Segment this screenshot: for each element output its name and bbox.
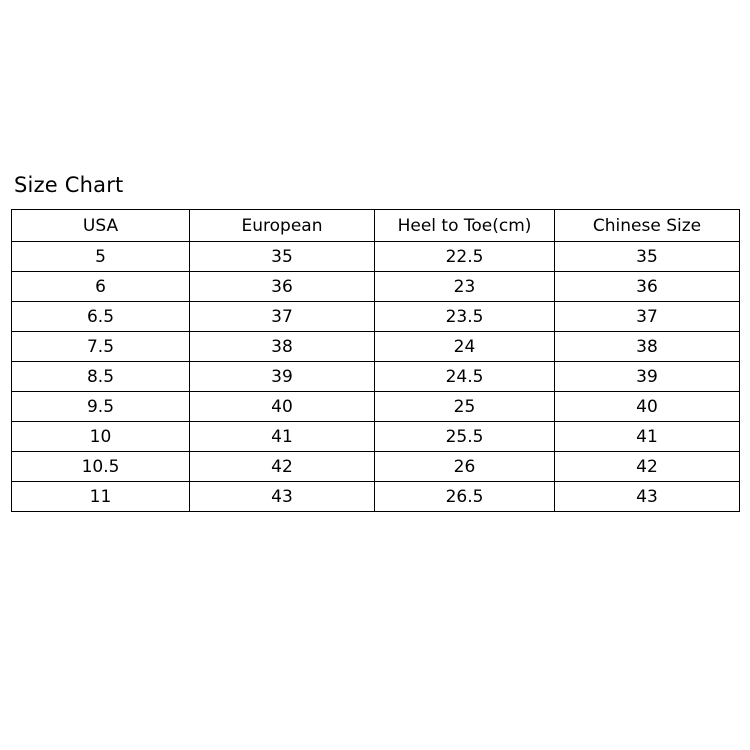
cell-european: 39	[190, 362, 375, 392]
cell-heel-to-toe: 24	[375, 332, 555, 362]
table-row	[12, 482, 740, 512]
cell-european: 43	[190, 482, 375, 512]
cell-heel-to-toe: 25	[375, 392, 555, 422]
table-row	[12, 332, 740, 362]
cell-european: 37	[190, 302, 375, 332]
table-body	[12, 242, 740, 512]
cell-chinese-size: 37	[555, 302, 740, 332]
cell-european: 35	[190, 242, 375, 272]
cell-heel-to-toe: 25.5	[375, 422, 555, 452]
cell-usa: 10	[12, 422, 190, 452]
cell-usa: 6.5	[12, 302, 190, 332]
cell-chinese-size: 40	[555, 392, 740, 422]
cell-usa: 10.5	[12, 452, 190, 482]
cell-usa: 7.5	[12, 332, 190, 362]
cell-usa: 6	[12, 272, 190, 302]
cell-european: 38	[190, 332, 375, 362]
cell-european: 36	[190, 272, 375, 302]
cell-european: 41	[190, 422, 375, 452]
page-title: Size Chart	[14, 173, 124, 197]
table-header-row	[12, 210, 740, 242]
table-row	[12, 302, 740, 332]
cell-heel-to-toe: 23.5	[375, 302, 555, 332]
cell-chinese-size: 39	[555, 362, 740, 392]
cell-usa: 11	[12, 482, 190, 512]
cell-heel-to-toe: 22.5	[375, 242, 555, 272]
column-header-usa: USA	[12, 210, 190, 242]
cell-heel-to-toe: 26	[375, 452, 555, 482]
column-header-heel-to-toe: Heel to Toe(cm)	[375, 210, 555, 242]
cell-heel-to-toe: 26.5	[375, 482, 555, 512]
cell-heel-to-toe: 24.5	[375, 362, 555, 392]
cell-chinese-size: 42	[555, 452, 740, 482]
cell-chinese-size: 43	[555, 482, 740, 512]
cell-chinese-size: 41	[555, 422, 740, 452]
table-header	[12, 210, 740, 242]
cell-chinese-size: 35	[555, 242, 740, 272]
size-chart-table	[11, 209, 740, 512]
cell-usa: 8.5	[12, 362, 190, 392]
table-row	[12, 242, 740, 272]
table-row	[12, 392, 740, 422]
cell-usa: 5	[12, 242, 190, 272]
table-row	[12, 362, 740, 392]
cell-chinese-size: 38	[555, 332, 740, 362]
cell-european: 40	[190, 392, 375, 422]
cell-european: 42	[190, 452, 375, 482]
cell-usa: 9.5	[12, 392, 190, 422]
table-row	[12, 272, 740, 302]
cell-heel-to-toe: 23	[375, 272, 555, 302]
table-row	[12, 452, 740, 482]
table-row	[12, 422, 740, 452]
column-header-european: European	[190, 210, 375, 242]
column-header-chinese-size: Chinese Size	[555, 210, 740, 242]
cell-chinese-size: 36	[555, 272, 740, 302]
